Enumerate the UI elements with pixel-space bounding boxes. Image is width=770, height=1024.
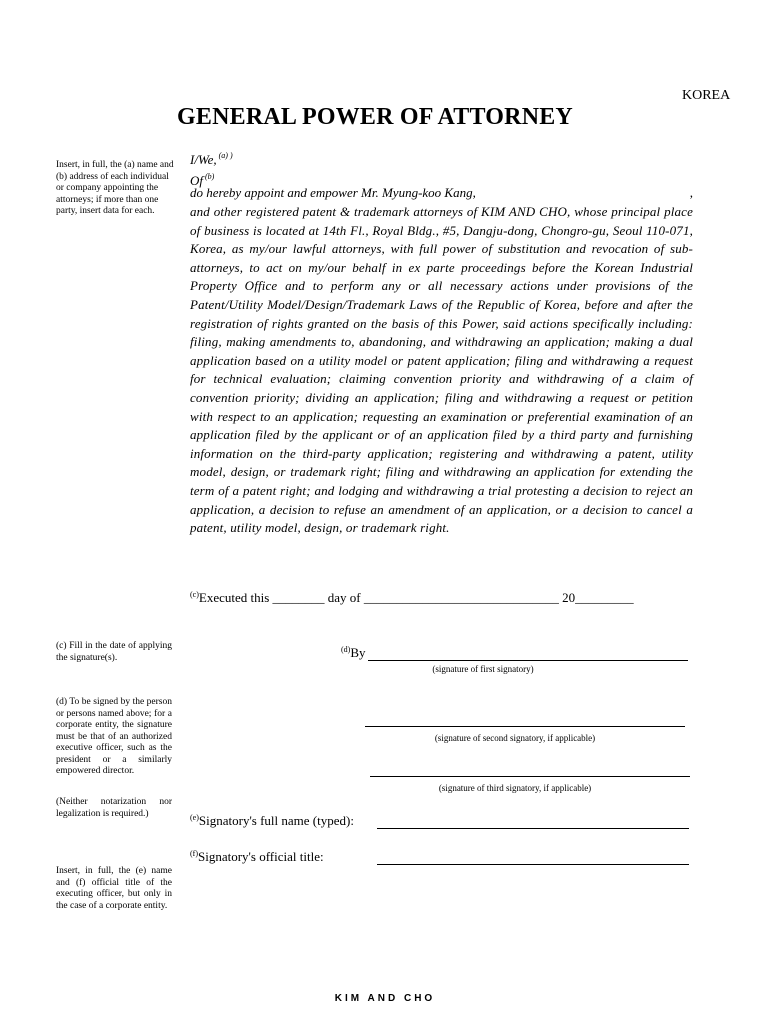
- by-line: [341, 645, 366, 661]
- full-name-row: [190, 813, 354, 829]
- grantor-block: [190, 147, 233, 189]
- signature-caption-2: (signature of second signatory, if applicable): [434, 733, 596, 743]
- document-title: GENERAL POWER OF ATTORNEY: [177, 104, 573, 130]
- executed-tail: _____: [601, 590, 634, 605]
- official-title-field[interactable]: [377, 864, 689, 865]
- sidenote-date: (c) Fill in the date of applying the signature(s).: [56, 641, 172, 663]
- footer-firm-name: KIM AND CHO: [334, 993, 436, 1004]
- full-name-label: Signatory's full name (typed):: [198, 813, 354, 828]
- executed-text[interactable]: Executed this ________ day of ______________________________ 20____: [198, 590, 602, 605]
- official-title-row: [190, 849, 324, 865]
- full-name-field[interactable]: [377, 828, 689, 829]
- appointment-text: do hereby appoint and empower Mr. Myung-koo Kang,: [190, 185, 476, 200]
- mark-f: (f): [190, 849, 198, 858]
- mark-d: (d): [341, 645, 351, 654]
- signature-line-3[interactable]: [370, 776, 690, 777]
- iwe-mark: (a) ): [218, 151, 233, 160]
- sidenote-signature: (d) To be signed by the person or persons named above; for a corporate entity, the signature must be that of an authorized executive officer, such as the president or a similarly empowered director.: [56, 697, 172, 776]
- mark-e: (e): [190, 813, 199, 822]
- official-title-label: Signatory's official title:: [198, 849, 324, 864]
- sidenote-name-title: Insert, in full, the (e) name and (f) official title of the executing officer, but only in the case of a corporate entity.: [56, 866, 172, 911]
- country-label: KOREA: [682, 88, 731, 103]
- signature-caption-3: (signature of third signatory, if applicable): [438, 783, 592, 793]
- by-label: By: [350, 645, 366, 660]
- appointment-line: [190, 185, 693, 201]
- of-label: Of: [190, 173, 203, 188]
- appointment-comma: ,: [689, 185, 693, 200]
- power-body-text: and other registered patent & trademark attorneys of KIM AND CHO, whose principal place of business is located at 14th Fl., Royal Bldg., #5, Dangju-dong, Chongro-gu, Seoul 110-071, Korea, as my/our lawful attorneys, with full power of substitution and revocation of sub-attorneys, to act on my/our behalf in ex parte proceedings before the Korean Industrial Property Office and to perform any or all necessary actions under provisions of the Patent/Utility Model/Design/Trademark Laws of the Republic of Korea, before and after the registration of rights granted on the basis of this Power, said actions specifically including: filing, making amendments to, abandoning, and withdrawing an application; making a dual application based on a utility model or patent application; filing and withdrawing a request for technical evaluation; claiming convention priority and withdrawing of a claim of convention priority; dividing an application; filing and withdrawing a request or petition with respect to an application; requesting an examination or preferential examination of an application filed by the applicant or of an application filed by a third party and furnishing information on the third-party application; registering and withdrawing a patent, utility model, design, or trademark right; filing and withdrawing an application for extending the term of a patent right; and lodging and withdrawing a trial protesting a decision to reject an application, a decision to refuse an amendment of an application, or a decision to cancel a patent, utility model, design, or trademark right.: [190, 204, 693, 536]
- sidenote-name-address: Insert, in full, the (a) name and (b) address of each individual or company appointing the attorneys; if more than one party, insert data for each.: [56, 160, 174, 216]
- signature-line-1[interactable]: [368, 660, 688, 661]
- iwe-label: I/We,: [190, 152, 217, 167]
- of-mark: (b): [205, 172, 215, 181]
- mark-c: (c): [190, 590, 199, 599]
- executed-line: [190, 590, 693, 606]
- sidenote-notarization: (Neither notarization nor legalization is required.): [56, 797, 172, 819]
- signature-line-2[interactable]: [365, 726, 685, 727]
- iwe-line: [190, 147, 233, 168]
- signature-caption-1: (signature of first signatory): [432, 664, 534, 674]
